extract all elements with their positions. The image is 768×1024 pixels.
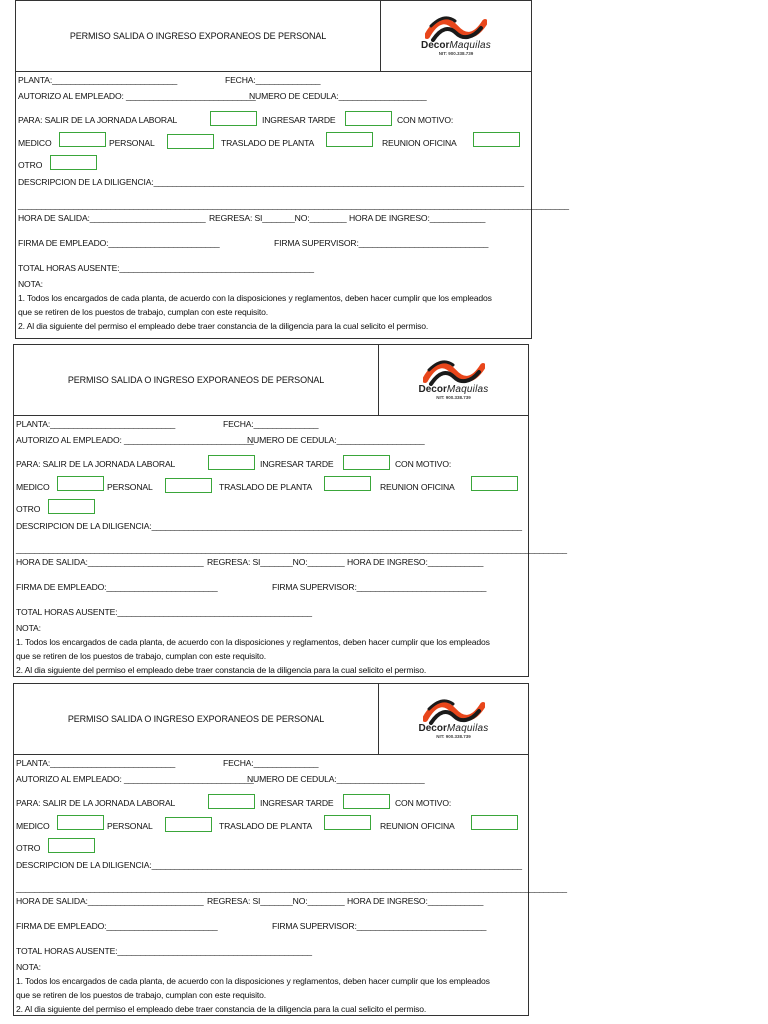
- medico-label: MEDICO: [16, 482, 50, 492]
- traslado-planta-label: TRASLADO DE PLANTA: [219, 821, 313, 831]
- traslado-planta-label: TRASLADO DE PLANTA: [221, 138, 315, 148]
- firma-empleado-field[interactable]: FIRMA DE EMPLEADO:________________________: [16, 921, 218, 931]
- fecha-field[interactable]: FECHA:______________: [223, 419, 319, 429]
- firma-supervisor-field[interactable]: FIRMA SUPERVISOR:____________________________: [274, 238, 489, 248]
- salir-jornada-checkbox[interactable]: [210, 111, 257, 126]
- personal-checkbox[interactable]: [165, 478, 212, 493]
- medico-checkbox[interactable]: [57, 476, 104, 491]
- decor-maquilas-logo-icon: [423, 699, 485, 725]
- planta-field[interactable]: PLANTA:___________________________: [16, 419, 176, 429]
- salir-jornada-checkbox[interactable]: [208, 794, 255, 809]
- reunion-oficina-label: REUNION OFICINA: [380, 821, 455, 831]
- medico-checkbox[interactable]: [57, 815, 104, 830]
- descripcion-diligencia-line[interactable]: _______________________________________________________________________________________________________________________: [16, 544, 567, 554]
- descripcion-diligencia-field[interactable]: DESCRIPCION DE LA DILIGENCIA:________________________________________________________________________________: [18, 177, 524, 187]
- hora-ingreso-field[interactable]: HORA DE INGRESO:____________: [347, 896, 484, 906]
- permit-form-1: [15, 0, 569, 339]
- ingresar-tarde-label: INGRESAR TARDE: [260, 459, 334, 469]
- nota-item-1-continued: que se retiren de los puestos de trabajo, cumplan con este requisito.: [16, 651, 267, 661]
- salir-jornada-label: PARA: SALIR DE LA JORNADA LABORAL: [16, 459, 176, 469]
- descripcion-diligencia-line[interactable]: _______________________________________________________________________________________________________________________: [16, 883, 567, 893]
- ingresar-tarde-checkbox[interactable]: [343, 455, 390, 470]
- descripcion-diligencia-field[interactable]: DESCRIPCION DE LA DILIGENCIA:________________________________________________________________________________: [16, 860, 522, 870]
- nota-heading: NOTA:: [18, 279, 43, 289]
- fecha-field[interactable]: FECHA:______________: [225, 75, 321, 85]
- descripcion-diligencia-field[interactable]: DESCRIPCION DE LA DILIGENCIA:________________________________________________________________________________: [16, 521, 522, 531]
- total-horas-ausente-field[interactable]: TOTAL HORAS AUSENTE:__________________________________________: [18, 263, 314, 273]
- fecha-field[interactable]: FECHA:______________: [223, 758, 319, 768]
- nota-item-1-continued: que se retiren de los puestos de trabajo, cumplan con este requisito.: [18, 307, 269, 317]
- nota-heading: NOTA:: [16, 962, 41, 972]
- traslado-planta-checkbox[interactable]: [326, 132, 373, 147]
- otro-checkbox[interactable]: [50, 155, 97, 170]
- company-logo: [379, 345, 528, 415]
- logo-brand-light: Maquilas: [449, 39, 491, 51]
- decor-maquilas-logo-icon: [425, 16, 487, 42]
- form-header: [14, 345, 528, 416]
- personal-label: PERSONAL: [109, 138, 155, 148]
- logo-brand-bold: Decor: [418, 722, 447, 734]
- nota-item-1: 1. Todos los encargados de cada planta, de acuerdo con la disposiciones y reglamentos, deben hacer cumplir que los empleados: [18, 293, 492, 303]
- otro-checkbox[interactable]: [48, 499, 95, 514]
- otro-label: OTRO: [18, 160, 43, 170]
- personal-checkbox[interactable]: [165, 817, 212, 832]
- otro-label: OTRO: [16, 843, 41, 853]
- planta-field[interactable]: PLANTA:___________________________: [18, 75, 178, 85]
- total-horas-ausente-field[interactable]: TOTAL HORAS AUSENTE:__________________________________________: [16, 607, 312, 617]
- firma-empleado-field[interactable]: FIRMA DE EMPLEADO:________________________: [18, 238, 220, 248]
- firma-supervisor-field[interactable]: FIRMA SUPERVISOR:____________________________: [272, 921, 487, 931]
- company-logo: [379, 684, 528, 754]
- firma-empleado-field[interactable]: FIRMA DE EMPLEADO:________________________: [16, 582, 218, 592]
- decor-maquilas-logo-icon: [423, 360, 485, 386]
- permit-form-3: [13, 683, 567, 1016]
- firma-supervisor-field[interactable]: FIRMA SUPERVISOR:____________________________: [272, 582, 487, 592]
- nota-heading: NOTA:: [16, 623, 41, 633]
- hora-salida-field[interactable]: HORA DE SALIDA:_________________________: [16, 896, 204, 906]
- logo-brand-bold: Decor: [418, 383, 447, 395]
- ingresar-tarde-label: INGRESAR TARDE: [262, 115, 336, 125]
- reunion-oficina-checkbox[interactable]: [473, 132, 520, 147]
- autorizo-empleado-field[interactable]: AUTORIZO AL EMPLEADO: ____________________________: [16, 435, 254, 445]
- company-logo: [381, 1, 531, 71]
- nota-item-2: 2. Al dia siguiente del permiso el empleado debe traer constancia de la diligencia para la cual selicito el permiso.: [18, 321, 429, 331]
- medico-label: MEDICO: [16, 821, 50, 831]
- reunion-oficina-label: REUNION OFICINA: [382, 138, 457, 148]
- con-motivo-label: CON MOTIVO:: [397, 115, 454, 125]
- otro-label: OTRO: [16, 504, 41, 514]
- logo-nit: NIT: 900.338.739: [436, 394, 471, 400]
- hora-salida-field[interactable]: HORA DE SALIDA:_________________________: [18, 213, 206, 223]
- logo-brand-light: Maquilas: [446, 383, 489, 395]
- logo-brand-bold: Decor: [421, 39, 450, 51]
- nota-item-2: 2. Al dia siguiente del permiso el empleado debe traer constancia de la diligencia para la cual selicito el permiso.: [16, 665, 427, 675]
- planta-field[interactable]: PLANTA:___________________________: [16, 758, 176, 768]
- nota-item-2: 2. Al dia siguiente del permiso el empleado debe traer constancia de la diligencia para la cual selicito el permiso.: [16, 1004, 427, 1014]
- form-title: PERMISO SALIDA O INGRESO EXPORANEOS DE PERSONAL: [14, 345, 379, 415]
- con-motivo-label: CON MOTIVO:: [395, 459, 452, 469]
- personal-label: PERSONAL: [107, 482, 153, 492]
- regresa-field[interactable]: REGRESA: SI_______NO:________: [207, 896, 345, 906]
- reunion-oficina-label: REUNION OFICINA: [380, 482, 455, 492]
- logo-brand-name: [419, 385, 489, 395]
- medico-checkbox[interactable]: [59, 132, 106, 147]
- salir-jornada-label: PARA: SALIR DE LA JORNADA LABORAL: [18, 115, 178, 125]
- ingresar-tarde-label: INGRESAR TARDE: [260, 798, 334, 808]
- nota-item-1-continued: que se retiren de los puestos de trabajo, cumplan con este requisito.: [16, 990, 267, 1000]
- reunion-oficina-checkbox[interactable]: [471, 476, 518, 491]
- form-title: PERMISO SALIDA O INGRESO EXPORANEOS DE PERSONAL: [16, 1, 381, 71]
- numero-cedula-field[interactable]: NUMERO DE CEDULA:___________________: [247, 774, 425, 784]
- total-horas-ausente-field[interactable]: TOTAL HORAS AUSENTE:__________________________________________: [16, 946, 312, 956]
- logo-nit: NIT: 900.338.739: [436, 733, 471, 739]
- otro-checkbox[interactable]: [48, 838, 95, 853]
- permit-form-2: [13, 344, 567, 677]
- salir-jornada-label: PARA: SALIR DE LA JORNADA LABORAL: [16, 798, 176, 808]
- traslado-planta-label: TRASLADO DE PLANTA: [219, 482, 313, 492]
- traslado-planta-checkbox[interactable]: [324, 476, 371, 491]
- autorizo-empleado-field[interactable]: AUTORIZO AL EMPLEADO: ____________________________: [18, 91, 256, 101]
- medico-label: MEDICO: [18, 138, 52, 148]
- logo-brand-light: Maquilas: [446, 722, 489, 734]
- logo-brand-name: [421, 41, 491, 51]
- hora-ingreso-field[interactable]: HORA DE INGRESO:____________: [349, 213, 486, 223]
- salir-jornada-checkbox[interactable]: [208, 455, 255, 470]
- regresa-field[interactable]: REGRESA: SI_______NO:________: [209, 213, 347, 223]
- logo-nit: NIT: 900.338.739: [438, 50, 474, 56]
- numero-cedula-field[interactable]: NUMERO DE CEDULA:___________________: [247, 435, 425, 445]
- form-title: PERMISO SALIDA O INGRESO EXPORANEOS DE PERSONAL: [14, 684, 379, 754]
- logo-brand-name: [419, 724, 489, 734]
- personal-label: PERSONAL: [107, 821, 153, 831]
- nota-item-1: 1. Todos los encargados de cada planta, de acuerdo con la disposiciones y reglamentos, deben hacer cumplir que los empleados: [16, 637, 490, 647]
- numero-cedula-field[interactable]: NUMERO DE CEDULA:___________________: [249, 91, 427, 101]
- reunion-oficina-checkbox[interactable]: [471, 815, 518, 830]
- autorizo-empleado-field[interactable]: AUTORIZO AL EMPLEADO: ____________________________: [16, 774, 254, 784]
- form-header: [14, 684, 528, 755]
- con-motivo-label: CON MOTIVO:: [395, 798, 452, 808]
- personal-checkbox[interactable]: [167, 134, 214, 149]
- form-header: [16, 1, 531, 72]
- hora-salida-field[interactable]: HORA DE SALIDA:_________________________: [16, 557, 204, 567]
- regresa-field[interactable]: REGRESA: SI_______NO:________: [207, 557, 345, 567]
- ingresar-tarde-checkbox[interactable]: [343, 794, 390, 809]
- ingresar-tarde-checkbox[interactable]: [345, 111, 392, 126]
- descripcion-diligencia-line[interactable]: _______________________________________________________________________________________________________________________: [18, 200, 569, 210]
- hora-ingreso-field[interactable]: HORA DE INGRESO:____________: [347, 557, 484, 567]
- traslado-planta-checkbox[interactable]: [324, 815, 371, 830]
- nota-item-1: 1. Todos los encargados de cada planta, de acuerdo con la disposiciones y reglamentos, deben hacer cumplir que los empleados: [16, 976, 490, 986]
